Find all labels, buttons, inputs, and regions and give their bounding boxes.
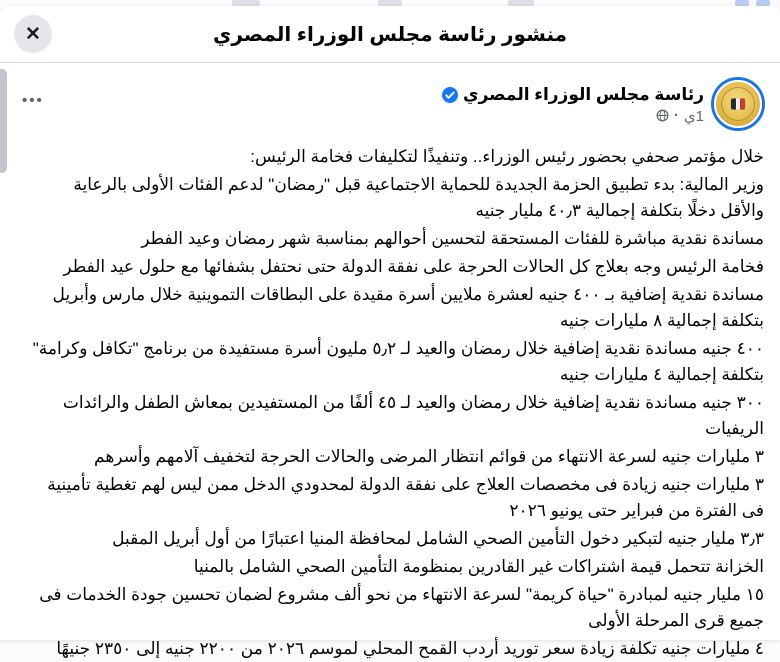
post-paragraph: ٣٫٣ مليار جنيه لتبكير دخول التأمين الصحي الشامل لمحافظة المنيا اعتبارًا من أول أبريل المقبل	[112, 529, 764, 548]
post-paragraph: ٣٠٠ جنيه مساندة نقدية إضافية خلال رمضان والعيد لـ ٤٥ ألفًا من المستفيدين بمعاش الطفل والرائدات الريفيات	[62, 393, 764, 438]
post-paragraph: ٣ مليارات جنيه زيادة فى مخصصات العلاج على نفقة الدولة لمحدودي الدخل ممن ليس لهم تغطية تأمينية فى الفترة من فبراير حتى يونيو ٢٠٢٦	[47, 475, 764, 520]
post-content	[0, 63, 780, 658]
post-paragraph: خلال مؤتمر صحفي بحضور رئيس الوزراء.. وتنفيذًا لتكليفات فخامة الرئيس:	[250, 147, 764, 166]
post-paragraph: مساندة نقدية إضافية بـ ٤٠٠ جنيه لعشرة ملايين أسرة مقيدة على البطاقات التموينية خلال مارس وأبريل بتكلفة إجمالية ٨ مليارات جنيه	[52, 285, 764, 330]
post-header	[0, 63, 780, 128]
modal-header	[0, 6, 780, 63]
post-meta	[442, 107, 704, 125]
post-text	[0, 128, 780, 662]
author-block	[442, 77, 704, 128]
close-button[interactable]	[14, 15, 52, 53]
post-paragraph: ٤ مليارات جنيه تكلفة زيادة سعر توريد أردب القمح المحلي لموسم ٢٠٢٦ من ٢٢٠٠ جنيه إلى ٢٣٥٠ جنيهًا	[56, 639, 764, 658]
close-icon: ✕	[25, 23, 41, 45]
meta-separator: ·	[673, 107, 679, 124]
verified-badge-icon	[442, 87, 458, 103]
modal-title: منشور رئاسة مجلس الوزراء المصري	[212, 23, 567, 46]
post-modal	[0, 6, 780, 658]
post-paragraph: ١٥ مليار جنيه لمبادرة "حياة كريمة" لسرعة الانتهاء من نحو ألف مشروع لضمان تحسين جودة الخدمات فى جميع قرى المرحلة الأولى	[39, 585, 764, 630]
timestamp[interactable]: 1ي	[683, 107, 704, 125]
globe-icon	[656, 109, 669, 122]
post-paragraph: ٣ مليارات جنيه لسرعة الانتهاء من قوائم انتظار المرضى والحالات الحرجة لتخفيف آلامهم وأسرهم	[94, 447, 764, 466]
more-options-icon: •••	[22, 92, 44, 109]
post-paragraph: ٤٠٠ جنيه مساندة نقدية إضافية خلال رمضان والعيد لـ ٥٫٢ مليون أسرة مستفيدة من برنامج "تكافل وكرامة" بتكلفة إجمالية ٤ مليارات جنيه	[32, 339, 764, 384]
egypt-flag-emblem-icon	[731, 99, 745, 110]
more-options-button[interactable]	[18, 89, 48, 112]
author-name[interactable]: رئاسة مجلس الوزراء المصري	[463, 84, 704, 104]
post-paragraph: مساندة نقدية مباشرة للفئات المستحقة لتحسين أحوالهم بمناسبة شهر رمضان وعيد الفطر	[141, 229, 764, 248]
scrollbar	[0, 63, 8, 640]
post-paragraph: الخزانة تتحمل قيمة اشتراكات غير القادرين بمنظومة التأمين الصحي الشامل بالمنيا	[193, 557, 764, 576]
avatar[interactable]	[714, 80, 762, 128]
post-paragraph: وزير المالية: بدء تطبيق الحزمة الجديدة للحماية الاجتماعية قبل "رمضان" لدعم الفئات الأولى بالرعاية والأقل دخلًا بتكلفة إجمالية ٤٠٫٣ مليار جنيه	[73, 175, 764, 220]
post-paragraph: فخامة الرئيس وجه بعلاج كل الحالات الحرجة على نفقة الدولة حتى نحتفل بشفائها مع حلول عيد الفطر	[63, 257, 764, 276]
